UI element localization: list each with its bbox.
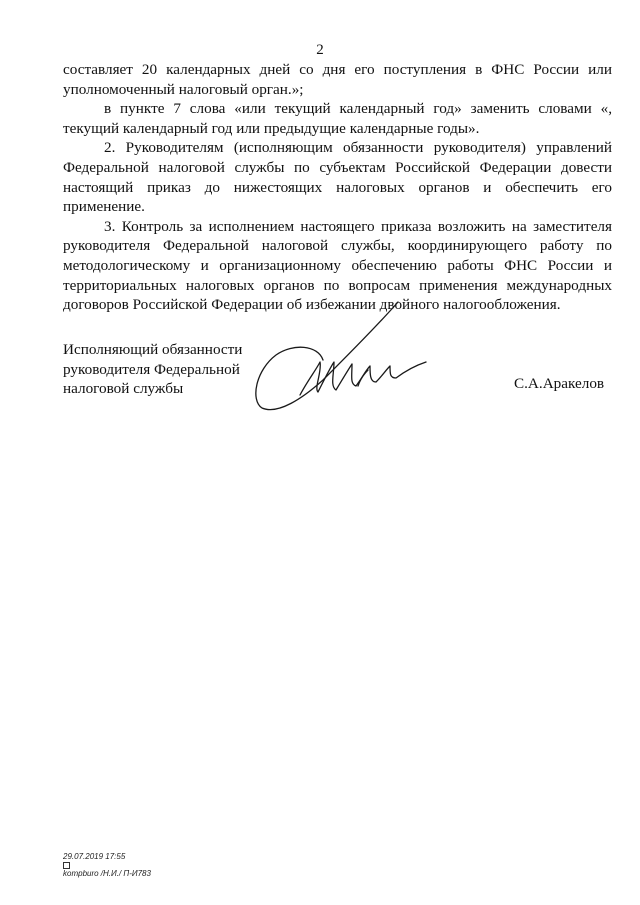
- signatory-position: [63, 340, 263, 399]
- document-body: [63, 60, 612, 315]
- footer-file-ref-line: [63, 862, 151, 879]
- signatory-name: С.А.Аракелов: [514, 375, 605, 392]
- footer-datetime: 29.07.2019 17:55: [63, 852, 126, 861]
- paragraph-item-2: 2. Руководителям (исполняющим обязанности руководителя) управлений Федеральной налоговой службы по субъектам Российской Федерации довести настоящий приказ до нижестоящих налоговых органов и обеспечить его применение.: [63, 139, 612, 216]
- paragraph-amendment-item-7: в пункте 7 слова «или текущий календарный год» заменить словами «, текущий календарный год или предыдущие календарные годы».: [63, 100, 612, 137]
- paragraph-item-3: 3. Контроль за исполнением настоящего приказа возложить на заместителя руководителя Федеральной налоговой службы, координирующего работу по методологическому и организационному обеспечению работы ФНС России и территориальных налоговых органов по вопросам применения международных договоров Российской Федерации об избежании двойного налогообложения.: [63, 217, 612, 314]
- file-icon: [63, 862, 70, 869]
- signatory-position-line: Исполняющий обязанности: [63, 341, 243, 358]
- signatory-position-line: налоговой службы: [63, 380, 184, 398]
- paragraph-continuation: составляет 20 календарных дней со дня его поступления в ФНС России или уполномоченный налоговый орган.»;: [63, 61, 612, 98]
- handwritten-signature: [248, 300, 448, 420]
- footer-file-ref: kompburo /Н.И./ П-И783: [63, 869, 151, 878]
- footer-stamp: [63, 852, 151, 879]
- signatory-position-line: руководителя Федеральной: [63, 360, 240, 378]
- page-number: 2: [316, 42, 324, 58]
